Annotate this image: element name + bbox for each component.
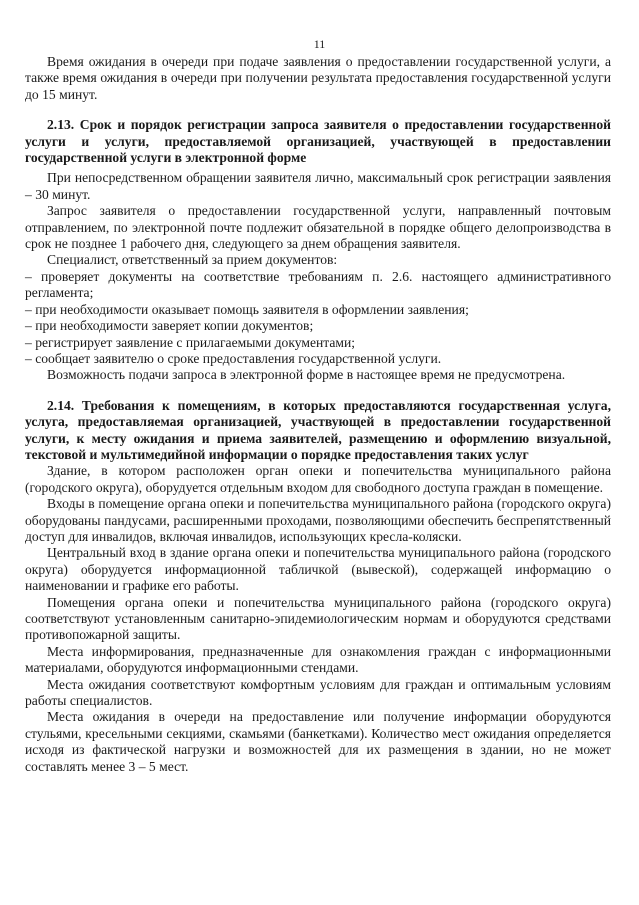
paragraph-2-14-3: Центральный вход в здание органа опеки и попечительства муниципального района (городского округа) оборудуется информационной табличкой (вывеской), содержащей информацию о наименовании и графике его работы. (25, 545, 611, 594)
paragraph-2-14-4: Помещения органа опеки и попечительства муниципального района (городского округа) соответствуют установленным санитарно-эпидемиологическим нормам и оборудуются средствами противопожарной защиты. (25, 594, 611, 643)
paragraph-2-13-1: При непосредственном обращении заявителя лично, максимальный срок регистрации заявления – 30 минут. (25, 170, 611, 202)
section-heading-2-13: 2.13. Срок и порядок регистрации запроса заявителя о предоставлении государственной услуги и услуги, предоставляемой организацией, участвующей в предоставлении государственной услуги в электронной форме (25, 117, 611, 166)
paragraph-2-14-7: Места ожидания в очереди на предоставление или получение информации оборудуются стульями, кресельными секциями, скамьями (банкетками). Количество мест ожидания определяется исходя из фактической нагрузки и возможностей для их размещения в здании, но не может составлять менее 3 – 5 мест. (25, 709, 611, 774)
list-item-certify-copies: – при необходимости заверяет копии документов; (25, 318, 314, 334)
page-number: 11 (313, 37, 326, 51)
section-heading-2-14: 2.14. Требования к помещениям, в которых предоставляются государственная услуга, услуга, предоставляемая организацией, участвующей в предоставлении государственной услуги, к месту ожидания и приема заявителей, размещению и оформлению визуальной, текстовой и мультимедийной информации о порядке предоставления таких услуг (25, 397, 611, 462)
paragraph-2-14-2: Входы в помещение органа опеки и попечительства муниципального района (городского округа) оборудованы пандусами, расширенными проходами, позволяющими обеспечить беспрепятственный доступ для инвалидов, включая инвалидов, использующих кресла-коляски. (25, 496, 611, 544)
list-item-assist: – при необходимости оказывает помощь заявителя в оформлении заявления; (25, 301, 469, 317)
list-item-register: – регистрирует заявление с прилагаемыми документами; (25, 334, 356, 350)
list-item-inform-deadline: – сообщает заявителю о сроке предоставления государственной услуги. (25, 350, 442, 366)
paragraph-2-14-5: Места информирования, предназначенные для ознакомления граждан с информационными материалами, оборудуются информационными стендами. (25, 643, 611, 676)
paragraph-2-14-1: Здание, в котором расположен орган опеки и попечительства муниципального района (городского округа), оборудуется отдельным входом для свободного доступа граждан в помещение. (25, 463, 611, 495)
page-content (25, 54, 611, 775)
paragraph-2-13-2: Запрос заявителя о предоставлении государственной услуги, направленный почтовым отправлением, по электронной почте подлежит обязательной в порядке общего делопроизводства в срок не позднее 1 рабочего дня, следующего за днем обращения заявителя. (25, 203, 611, 252)
paragraph-waiting-time: Время ожидания в очереди при подаче заявления о предоставлении государственной услуги, а также время ожидания в очереди при получении результата предоставления государственной услуги до 15 минут. (25, 54, 611, 102)
paragraph-2-13-electronic: Возможность подачи запроса в электронной форме в настоящее время не предусмотрена. (47, 367, 566, 383)
list-item-check-documents: – проверяет документы на соответствие требованиям п. 2.6. настоящего административного регламента; (25, 268, 611, 301)
paragraph-2-13-3: Специалист, ответственный за прием документов: (47, 252, 338, 268)
paragraph-2-14-6: Места ожидания соответствуют комфортным условиям для граждан и оптимальным условиям работы специалистов. (25, 676, 611, 709)
